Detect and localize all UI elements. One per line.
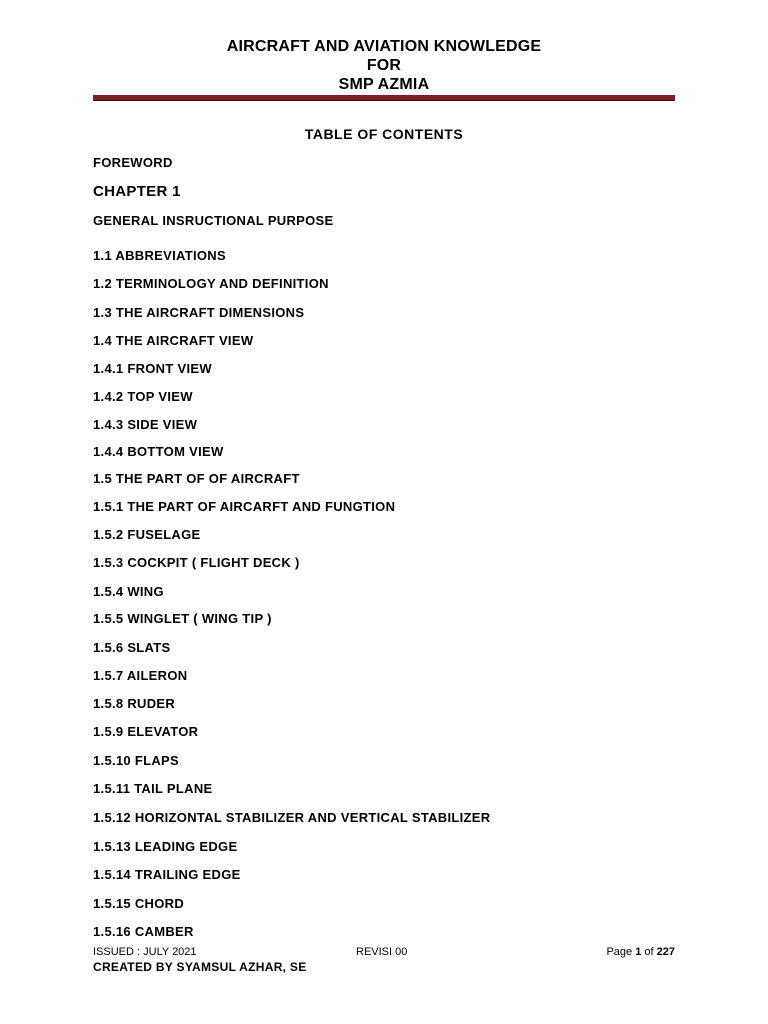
- toc-entry: 1.5.12 HORIZONTAL STABILIZER AND VERTICAL STABILIZER: [93, 810, 491, 825]
- toc-entry: 1.5.13 LEADING EDGE: [93, 839, 238, 854]
- toc-entry: 1.5.16 CAMBER: [93, 924, 194, 939]
- footer-issued-date: ISSUED : JULY 2021: [93, 946, 197, 958]
- footer-page-total: 227: [656, 946, 675, 958]
- toc-entry: 1.5.3 COCKPIT ( FLIGHT DECK ): [93, 555, 300, 570]
- toc-entry: 1.5.2 FUSELAGE: [93, 527, 201, 542]
- toc-entry: GENERAL INSRUCTIONAL PURPOSE: [93, 213, 334, 228]
- footer-revision: REVISI 00: [356, 946, 408, 958]
- toc-entry: 1.4.1 FRONT VIEW: [93, 361, 212, 376]
- toc-entry: 1.3 THE AIRCRAFT DIMENSIONS: [93, 305, 305, 320]
- document-header: [0, 37, 768, 94]
- toc-entry: 1.5.4 WING: [93, 584, 164, 599]
- toc-entry: 1.5.10 FLAPS: [93, 753, 179, 768]
- toc-entry: 1.5.8 RUDER: [93, 696, 176, 711]
- toc-entry: 1.4.3 SIDE VIEW: [93, 417, 198, 432]
- toc-entry: 1.5.1 THE PART OF AIRCARFT AND FUNGTION: [93, 499, 396, 514]
- header-title-line-2: FOR: [366, 57, 402, 74]
- footer-page-of: of: [644, 946, 654, 958]
- header-divider: [93, 95, 675, 101]
- toc-entry: 1.5.7 AILERON: [93, 668, 188, 683]
- footer-page-current: 1: [635, 946, 642, 958]
- toc-entry: 1.5.6 SLATS: [93, 640, 171, 655]
- footer-page-number: [606, 946, 675, 958]
- header-title-line-1: AIRCRAFT AND AVIATION KNOWLEDGE: [226, 38, 542, 55]
- toc-entry: 1.5.11 TAIL PLANE: [93, 781, 213, 796]
- footer-creator: CREATED BY SYAMSUL AZHAR, SE: [93, 960, 307, 974]
- toc-entry-foreword: FOREWORD: [93, 155, 173, 170]
- toc-entry: 1.5.15 CHORD: [93, 896, 185, 911]
- toc-entry: 1.1 ABBREVIATIONS: [93, 248, 226, 263]
- toc-title: TABLE OF CONTENTS: [304, 126, 464, 142]
- toc-entry: 1.5.9 ELEVATOR: [93, 724, 199, 739]
- toc-chapter-heading: CHAPTER 1: [93, 183, 181, 200]
- toc-entry: 1.5.5 WINGLET ( WING TIP ): [93, 611, 272, 626]
- toc-entry: 1.5 THE PART OF OF AIRCRAFT: [93, 471, 300, 486]
- header-title-line-3: SMP AZMIA: [338, 76, 430, 93]
- toc-entry: 1.4 THE AIRCRAFT VIEW: [93, 333, 254, 348]
- toc-entry: 1.2 TERMINOLOGY AND DEFINITION: [93, 276, 329, 291]
- toc-entry: 1.5.14 TRAILING EDGE: [93, 867, 241, 882]
- toc-entry: 1.4.4 BOTTOM VIEW: [93, 444, 224, 459]
- page-footer: [93, 946, 675, 960]
- toc-entry: 1.4.2 TOP VIEW: [93, 389, 193, 404]
- footer-page-label: Page: [606, 946, 633, 958]
